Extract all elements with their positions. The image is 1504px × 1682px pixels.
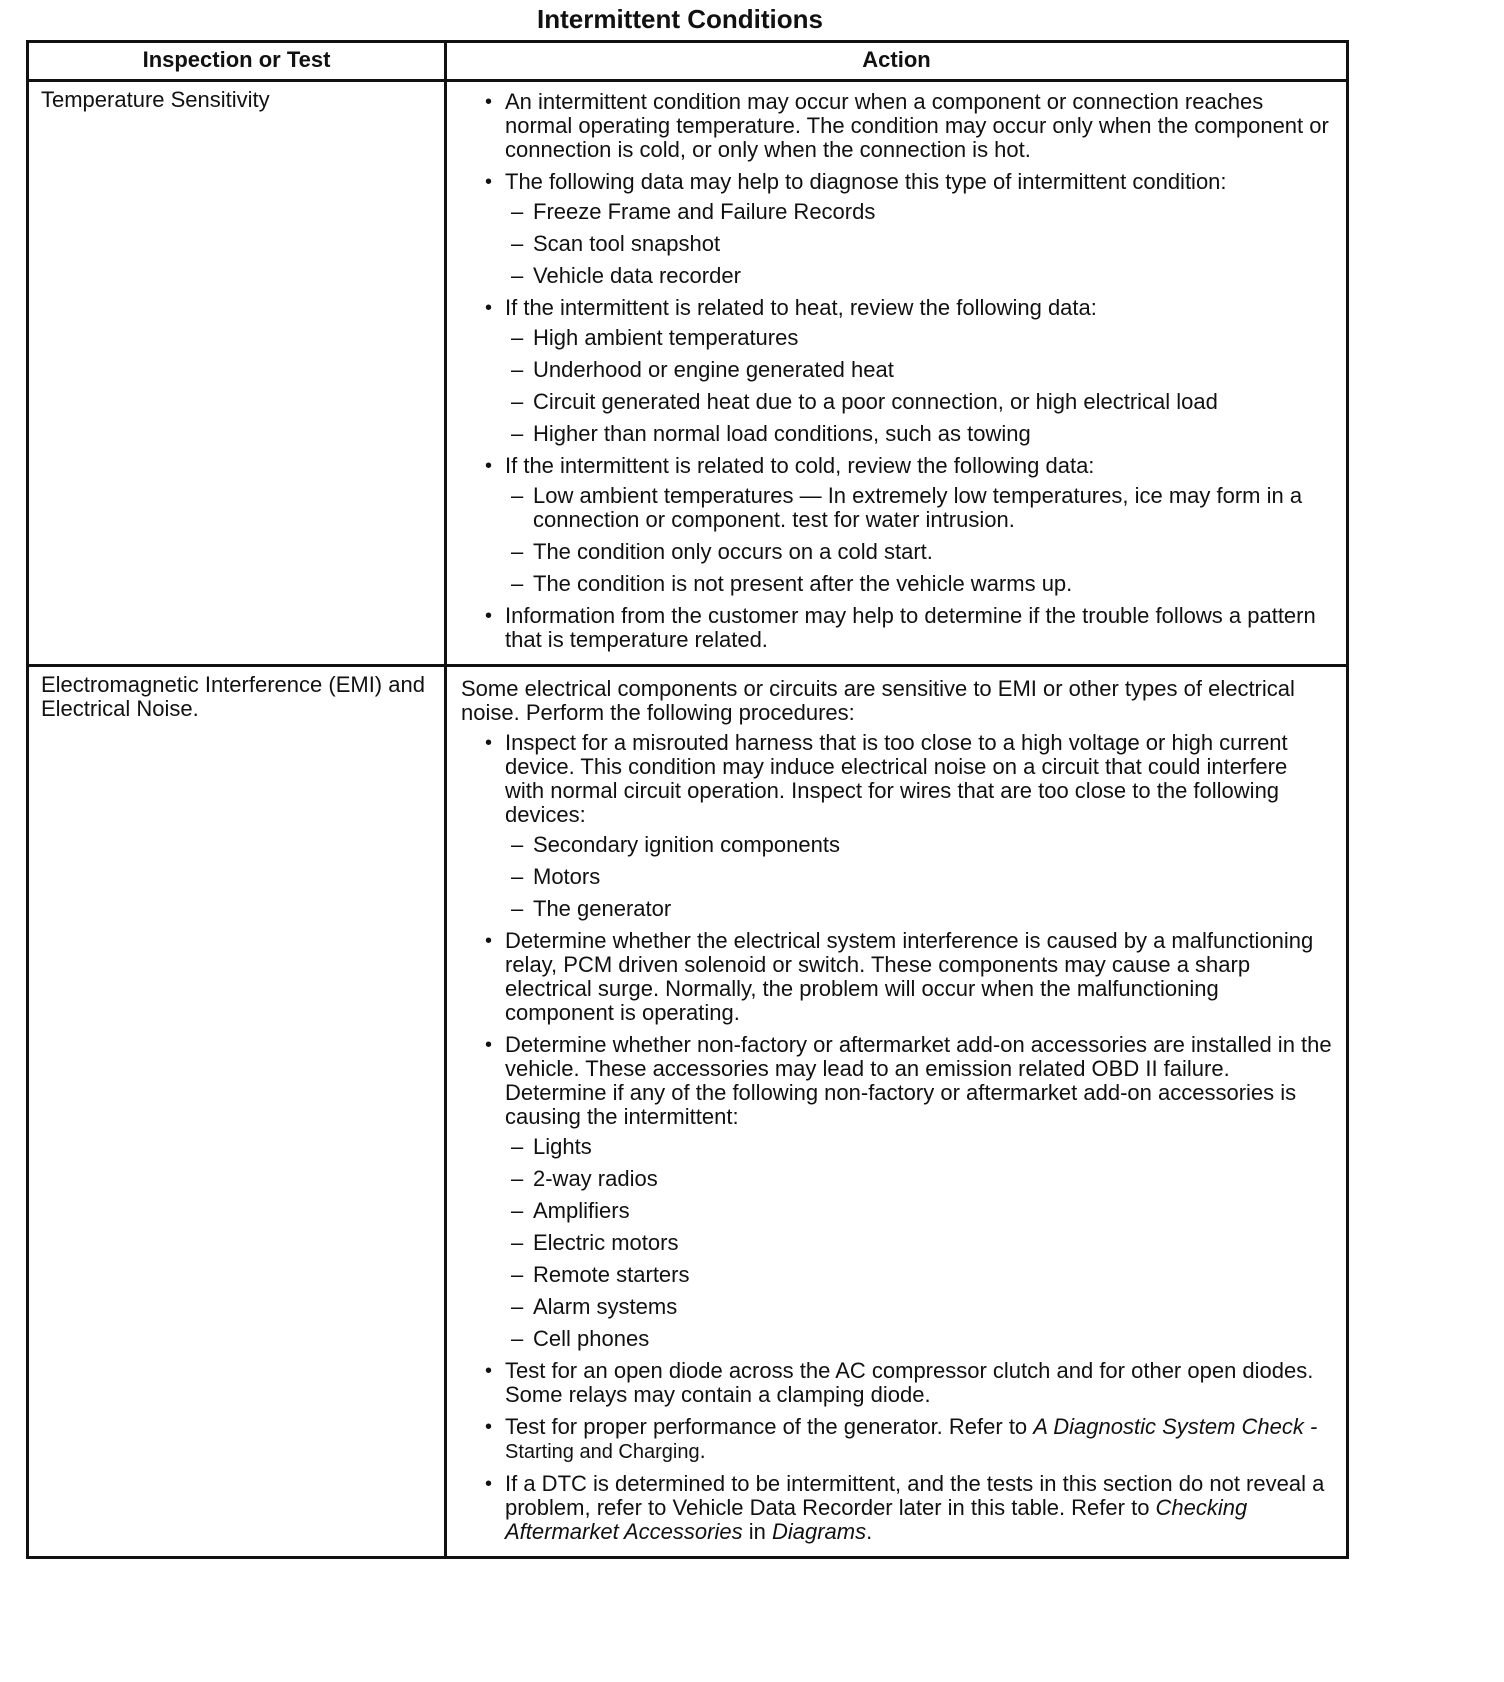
sub-list-item: – 2-way radios xyxy=(511,1167,1332,1191)
bullet-list xyxy=(461,731,1332,1544)
sub-list-item: – Motors xyxy=(511,865,1332,889)
sub-list xyxy=(505,833,1332,921)
sub-list-item: – Amplifiers xyxy=(511,1199,1332,1223)
list-item: • If the intermittent is related to heat, review the following data: – High ambient temperatures – Underhood or engine generated heat – Circuit generated heat due to a poor connection, or high electrical load – Higher than normal load conditions, such as towing xyxy=(483,296,1332,446)
sub-list-item: – Underhood or engine generated heat xyxy=(511,358,1332,382)
sub-list-item: – Lights xyxy=(511,1135,1332,1159)
sub-list-item: – Higher than normal load conditions, such as towing xyxy=(511,422,1332,446)
bullet-list xyxy=(461,90,1332,652)
list-item: • Inspect for a misrouted harness that is too close to a high voltage or high current device. This condition may induce electrical noise on a circuit that could interfere with normal circuit operation. Inspect for wires that are too close to the following devices: – Secondary ignition components – Motors – The generator xyxy=(483,731,1332,921)
action-cell xyxy=(446,81,1348,666)
list-item: • Determine whether the electrical system interference is caused by a malfunctioning relay, PCM driven solenoid or switch. These components may cause a sharp electrical surge. Normally, the problem will occur when the malfunctioning component is operating. xyxy=(483,929,1332,1025)
sub-list-item: – The generator xyxy=(511,897,1332,921)
sub-list-item: – The condition only occurs on a cold start. xyxy=(511,540,1332,564)
header-inspection-or-test: Inspection or Test xyxy=(28,42,446,81)
list-item: • If the intermittent is related to cold, review the following data: – Low ambient temperatures — In extremely low temperatures, ice may form in a connection or component. test for water intrusion. – The condition only occurs on a cold start. – The condition is not present after the vehicle warms up. xyxy=(483,454,1332,596)
sub-list-item: – Electric motors xyxy=(511,1231,1332,1255)
list-item: • Determine whether non-factory or aftermarket add-on accessories are installed in the vehicle. These accessories may lead to an emission related OBD II failure. Determine if any of the following non-factory or aftermarket add-on accessories is causing the intermittent: – Lights – 2-way radios – Amplifiers – Electric motors – Remote starters – Alarm systems – Cell phones xyxy=(483,1033,1332,1351)
table-row xyxy=(28,81,1348,666)
sub-list-item: – Circuit generated heat due to a poor connection, or high electrical load xyxy=(511,390,1332,414)
sub-list xyxy=(505,326,1332,446)
action-cell xyxy=(446,666,1348,1558)
sub-list xyxy=(505,200,1332,288)
list-item: • The following data may help to diagnose this type of intermittent condition: – Freeze Frame and Failure Records – Scan tool snapshot – Vehicle data recorder xyxy=(483,170,1332,288)
reference-link: A Diagnostic System Check - xyxy=(1033,1414,1318,1439)
sub-list-item: – Scan tool snapshot xyxy=(511,232,1332,256)
page-title: Intermittent Conditions xyxy=(537,4,823,34)
test-cell: Electromagnetic Interference (EMI) and Electrical Noise. xyxy=(28,666,446,1558)
reference-link: Diagrams xyxy=(771,1519,867,1544)
list-item: • If a DTC is determined to be intermittent, and the tests in this section do not reveal a problem, refer to Vehicle Data Recorder later in this table. Refer to Checking Aftermarket Accessories in Diagrams. xyxy=(483,1472,1332,1544)
sub-list-item: – Cell phones xyxy=(511,1327,1332,1351)
test-cell: Temperature Sensitivity xyxy=(28,81,446,666)
sub-list-item: – Remote starters xyxy=(511,1263,1332,1287)
sub-list xyxy=(505,1135,1332,1351)
list-item: • Test for an open diode across the AC compressor clutch and for other open diodes. Some relays may contain a clamping diode. xyxy=(483,1359,1332,1407)
list-item: • Information from the customer may help to determine if the trouble follows a pattern that is temperature related. xyxy=(483,604,1332,652)
sub-list xyxy=(505,484,1332,596)
sub-list-item: – Low ambient temperatures — In extremely low temperatures, ice may form in a connection or component. test for water intrusion. xyxy=(511,484,1332,532)
action-intro: Some electrical components or circuits are sensitive to EMI or other types of electrical noise. Perform the following procedures: xyxy=(461,676,1295,725)
reference-link: Checking Aftermarket Accessories xyxy=(505,1495,1248,1544)
intermittent-conditions-table xyxy=(26,40,1349,1559)
header-action: Action xyxy=(446,42,1348,81)
sub-list-item: – The condition is not present after the vehicle warms up. xyxy=(511,572,1332,596)
list-item: • An intermittent condition may occur when a component or connection reaches normal operating temperature. The condition may occur only when the component or connection is cold, or only when the connection is hot. xyxy=(483,90,1332,162)
sub-list-item: – High ambient temperatures xyxy=(511,326,1332,350)
sub-list-item: – Vehicle data recorder xyxy=(511,264,1332,288)
sub-list-item: – Freeze Frame and Failure Records xyxy=(511,200,1332,224)
table-row xyxy=(28,666,1348,1558)
sub-list-item: – Secondary ignition components xyxy=(511,833,1332,857)
header-row xyxy=(28,42,1348,81)
list-item: • Test for proper performance of the generator. Refer to A Diagnostic System Check - Starting and Charging. xyxy=(483,1415,1332,1464)
sub-list-item: – Alarm systems xyxy=(511,1295,1332,1319)
